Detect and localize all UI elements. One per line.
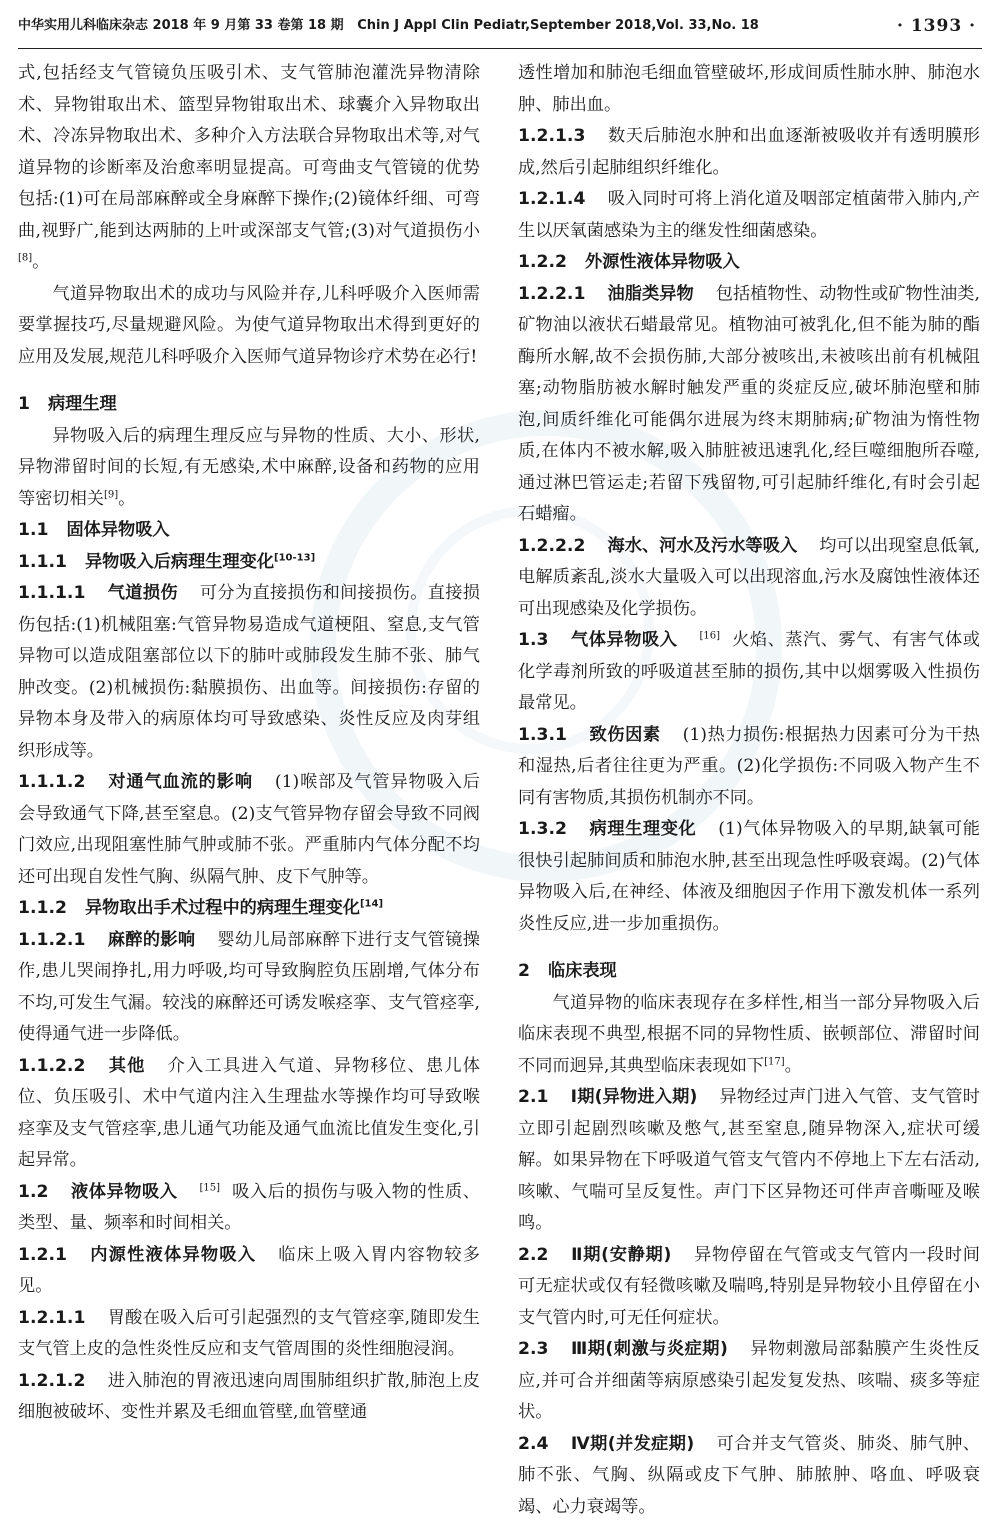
citation-ref: [10-13] xyxy=(274,552,315,563)
paragraph-1-1-2-1: 1.1.2.1 麻醉的影响 婴幼儿局部麻醉下进行支气管镜操作,患儿哭闹挣扎,用力呼吸,均可导致胸腔负压剧增,气体分布不均,可发生气漏。较浅的麻醉还可诱发喉痉挛、支气管痉挛,使得通气进一步降低。 xyxy=(18,925,480,1051)
paragraph-conclusion: 气道异物取出术的成功与风险并存,儿科呼吸介入医师需要掌握技巧,尽量规避风险。为使气道异物取出术得到更好的应用及发展,规范儿科呼吸介入医师气道异物诊疗术势在必行! xyxy=(18,279,480,374)
section-heading-1-1-1: 1.1.1 异物吸入后病理生理变化[10-13] xyxy=(18,547,480,579)
citation-ref: [9] xyxy=(104,489,118,500)
section-heading-1-1-2: 1.1.2 异物取出手术过程中的病理生理变化[14] xyxy=(18,893,480,925)
journal-citation-cn: 中华实用儿科临床杂志 2018 年 9 月第 33 卷第 18 期 xyxy=(18,18,344,33)
left-column xyxy=(18,58,480,1429)
paragraph-1-3-2: 1.3.2 病理生理变化 (1)气体异物吸入的早期,缺氧可能很快引起肺间质和肺泡水肿,甚至出现急性呼吸衰竭。(2)气体异物吸入后,在神经、体液及细胞因子作用下激发机体一系列炎性反应,进一步加重损伤。 xyxy=(518,814,980,940)
paragraph-1-2-2-2: 1.2.2.2 海水、河水及污水等吸入 均可以出现窒息低氧,电解质紊乱,淡水大量吸入可以出现溶血,污水及腐蚀性液体还可出现感染及化学损伤。 xyxy=(518,531,980,626)
paragraph-2-4: 2.4 Ⅳ期(并发症期) 可合并支气管炎、肺炎、肺气肿、肺不张、气胸、纵隔或皮下气肿、肺脓肿、咯血、呼吸衰竭、心力衰竭等。 xyxy=(518,1429,980,1523)
journal-citation-en: Chin J Appl Clin Pediatr,September 2018,Vol. 33,No. 18 xyxy=(357,18,759,33)
page-number: · 1393 · xyxy=(897,16,976,36)
paragraph-continued: 透性增加和肺泡毛细血管壁破坏,形成间质性肺水肿、肺泡水肿、肺出血。 xyxy=(518,58,980,121)
paragraph-2-2: 2.2 Ⅱ期(安静期) 异物停留在气管或支气管内一段时间可无症状或仅有轻微咳嗽及喘鸣,特别是异物较小且停留在小支气管内时,可无任何症状。 xyxy=(518,1240,980,1335)
paragraph-1-3-1: 1.3.1 致伤因素 (1)热力损伤:根据热力因素可分为干热和湿热,后者往往更为严重。(2)化学损伤:不同吸入物产生不同有害物质,其损伤机制亦不同。 xyxy=(518,720,980,815)
citation-ref: [8] xyxy=(18,252,32,263)
citation-ref: [14] xyxy=(360,898,383,909)
paragraph-1-2: 1.2 液体异物吸入 [15] 吸入后的损伤与吸入物的性质、类型、量、频率和时间相关。 xyxy=(18,1177,480,1240)
paragraph-2-3: 2.3 Ⅲ期(刺激与炎症期) 异物刺激局部黏膜产生炎性反应,并可合并细菌等病原感染引起发复发热、咳喘、痰多等症状。 xyxy=(518,1334,980,1429)
paragraph-1-1-1-1: 1.1.1.1 气道损伤 可分为直接损伤和间接损伤。直接损伤包括:(1)机械阻塞:气管异物易造成气道梗阻、窒息,支气管异物可以造成阻塞部位以下的肺叶或肺段发生肺不张、肺气肿改变。(2)机械损伤:黏膜损伤、出血等。间接损伤:存留的异物本身及带入的病原体均可导致感染、炎性反应及肉芽组织形成等。 xyxy=(18,578,480,767)
right-column xyxy=(518,58,980,1523)
section-heading-2: 2 临床表现 xyxy=(518,956,980,988)
paragraph-1-2-1-2: 1.2.1.2 进入肺泡的胃液迅速向周围肺组织扩散,肺泡上皮细胞被破坏、变性并累及毛细血管壁,血管壁通 xyxy=(18,1366,480,1429)
section-heading-1-2-2: 1.2.2 外源性液体异物吸入 xyxy=(518,247,980,279)
paragraph-1-1-1-2: 1.1.1.2 对通气血流的影响 (1)喉部及气管异物吸入后会导致通气下降,甚至窒息。(2)支气管异物存留会导致不同阀门效应,出现阻塞性肺气肿或肺不张。严重肺内气体分配不均还可出现自发性气胸、纵隔气肿、皮下气肿等。 xyxy=(18,767,480,893)
paragraph-1-2-1-1: 1.2.1.1 胃酸在吸入后可引起强烈的支气管痉挛,随即发生支气管上皮的急性炎性反应和支气管周围的炎性细胞浸润。 xyxy=(18,1303,480,1366)
citation-ref: [15] xyxy=(200,1182,221,1193)
paragraph-2-1: 2.1 Ⅰ期(异物进入期) 异物经过声门进入气管、支气管时立即引起剧烈咳嗽及憋气,甚至窒息,随异物深入,症状可缓解。如果异物在下呼吸道气管支气管内不停地上下左右活动,咳嗽、气喘可呈反复性。声门下区异物还可伴声音嘶哑及喉鸣。 xyxy=(518,1082,980,1240)
paragraph-1-2-1-4: 1.2.1.4 吸入同时可将上消化道及咽部定植菌带入肺内,产生以厌氧菌感染为主的继发性细菌感染。 xyxy=(518,184,980,247)
paragraph-section-2: 气道异物的临床表现存在多样性,相当一部分异物吸入后临床表现不典型,根据不同的异物性质、嵌顿部位、滞留时间不同而迥异,其典型临床表现如下[17]。 xyxy=(518,988,980,1083)
paragraph-1-2-1: 1.2.1 内源性液体异物吸入 临床上吸入胃内容物较多见。 xyxy=(18,1240,480,1303)
paragraph-1-2-1-3: 1.2.1.3 数天后肺泡水肿和出血逐渐被吸收并有透明膜形成,然后引起肺组织纤维化。 xyxy=(518,121,980,184)
paragraph-1-1-2-2: 1.1.2.2 其他 介入工具进入气道、异物移位、患儿体位、负压吸引、术中气道内注入生理盐水等操作均可导致喉痉挛及支气管痉挛,患儿通气功能及通气血流比值发生变化,引起异常。 xyxy=(18,1051,480,1177)
section-heading-1: 1 病理生理 xyxy=(18,389,480,421)
section-heading-1-1: 1.1 固体异物吸入 xyxy=(18,515,480,547)
paragraph-1-3: 1.3 气体异物吸入 [16] 火焰、蒸汽、雾气、有害气体或化学毒剂所致的呼吸道甚至肺的损伤,其中以烟雾吸入性损伤最常见。 xyxy=(518,625,980,720)
running-header xyxy=(18,10,982,49)
paragraph-intro: 式,包括经支气管镜负压吸引术、支气管肺泡灌洗异物清除术、异物钳取出术、篮型异物钳取出术、球囊介入异物取出术、冷冻异物取出术、多种介入方法联合异物取出术等,对气道异物的诊断率及治愈率明显提高。可弯曲支气管镜的优势包括:(1)可在局部麻醉或全身麻醉下操作;(2)镜体纤细、可弯曲,视野广,能到达两肺的上叶或深部支气管;(3)对气道损伤小[8]。 xyxy=(18,58,480,279)
paragraph-1-2-2-1: 1.2.2.1 油脂类异物 包括植物性、动物性或矿物性油类,矿物油以液状石蜡最常见。植物油可被乳化,但不能为肺的酯酶所水解,故不会损伤肺,大部分被咳出,未被咳出前有机械阻塞;动物脂肪被水解时触发严重的炎症反应,破坏肺泡壁和肺泡,间质纤维化可能偶尔进展为终末期肺病;矿物油为惰性物质,在体内不被水解,吸入肺脏被迅速乳化,经巨噬细胞所吞噬,通过淋巴管运走;若留下残留物,可引起肺纤维化,有时会引起石蜡瘤。 xyxy=(518,279,980,531)
citation-ref: [16] xyxy=(700,630,721,641)
paragraph-section-1: 异物吸入后的病理生理反应与异物的性质、大小、形状,异物滞留时间的长短,有无感染,术中麻醉,设备和药物的应用等密切相关[9]。 xyxy=(18,421,480,516)
citation-ref: [17] xyxy=(764,1056,785,1067)
journal-citation-line xyxy=(18,16,759,36)
